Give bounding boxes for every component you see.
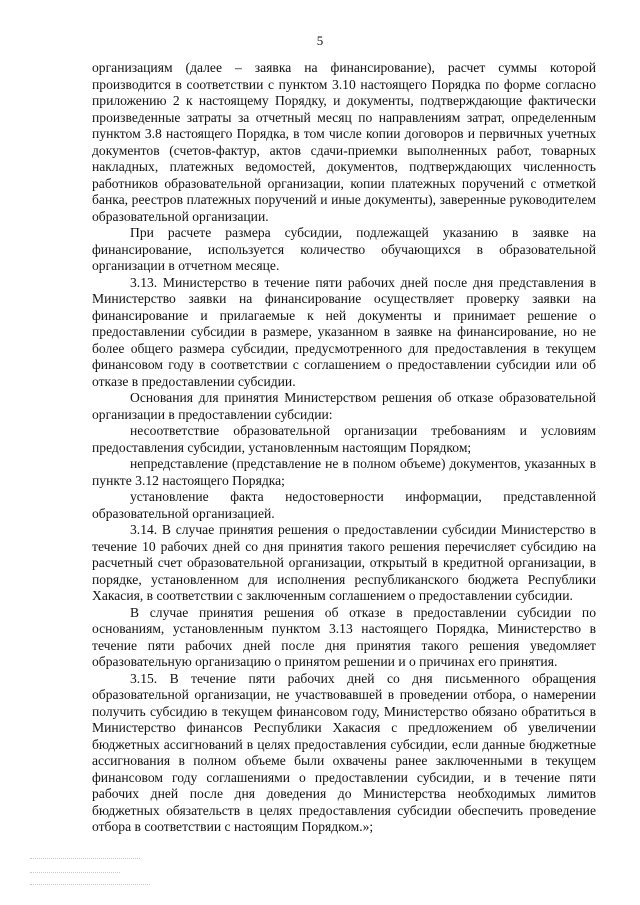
paragraph: установление факта недостоверности информации, представленной образовательной организацией. <box>92 489 596 521</box>
scan-artifact <box>30 858 140 860</box>
paragraph: В случае принятия решения об отказе в предоставлении субсидии по основаниям, установленным пунктом 3.13 настоящего Порядка, Министерство в течение пяти рабочих дней после дня принятия такого решения уведомляет образовательную организацию о принятом решении и о причинах его принятия. <box>92 604 596 669</box>
paragraph: непредставление (представление не в полном объеме) документов, указанных в пункте 3.12 настоящего Порядка; <box>92 456 596 488</box>
page-number: 5 <box>316 33 324 48</box>
document-body <box>92 60 596 836</box>
paragraph: Основания для принятия Министерством решения об отказе образовательной организации в предоставлении субсидии: <box>92 390 596 422</box>
paragraph: организациям (далее – заявка на финансирование), расчет суммы которой производится в соответствии с пунктом 3.10 настоящего Порядка по форме согласно приложению 2 к настоящему Порядку, и документы, подтверждающие фактически произведенные затраты за отчетный месяц по направлениям затрат, определенным пунктом 3.8 настоящего Порядка, в том числе копии договоров и первичных учетных документов (счетов-фактур, актов сдачи-приемки выполненных работ, товарных накладных, платежных ведомостей, документов, подтверждающих численность работников образовательной организации, копии платежных поручений с отметкой банка, реестров платежных поручений и иные документы), заверенные руководителем образовательной организации. <box>92 60 596 224</box>
scan-artifact <box>30 884 150 886</box>
scan-artifact <box>30 872 120 874</box>
paragraph: 3.15. В течение пяти рабочих дней со дня письменного обращения образовательной организации, не участвовавшей в проведении отбора, о намерении получить субсидию в текущем финансовом году, Министерство обязано обратиться в Министерство финансов Республики Хакасия с предложением об увеличении бюджетных ассигнований в целях предоставления субсидии, если данные бюджетные ассигнования в полном объеме были охвачены ранее заключенными в текущем финансовом году соглашениями о предоставлении субсидии, и в течение пяти рабочих дней после дня доведения до Министерства необходимых лимитов бюджетных обязательств в целях предоставления субсидии обеспечить проведение отбора в соответствии с настоящим Порядком.»; <box>92 670 596 834</box>
paragraph: несоответствие образовательной организации требованиям и условиям предоставления субсидии, установленным настоящим Порядком; <box>92 423 596 455</box>
paragraph: 3.14. В случае принятия решения о предоставлении субсидии Министерство в течение 10 рабочих дней со дня принятия такого решения перечисляет субсидию на расчетный счет образовательной организации, открытый в кредитной организации, в порядке, установленном для исполнения республиканского бюджета Республики Хакасия, в соответствии с заключенным соглашением о предоставлении субсидии. <box>92 522 596 603</box>
paragraph: 3.13. Министерство в течение пяти рабочих дней после дня представления в Министерство заявки на финансирование осуществляет проверку заявки на финансирование и прилагаемые к ней документы и принимает решение о предоставлении субсидии в размере, указанном в заявке на финансирование, но не более общего размера субсидии, предусмотренного для предоставления в текущем финансовом году в соответствии с соглашением о предоставлении субсидии или об отказе в предоставлении субсидии. <box>92 274 596 389</box>
paragraph: При расчете размера субсидии, подлежащей указанию в заявке на финансирование, используется количество обучающихся в образовательной организации в отчетном месяце. <box>92 225 596 273</box>
